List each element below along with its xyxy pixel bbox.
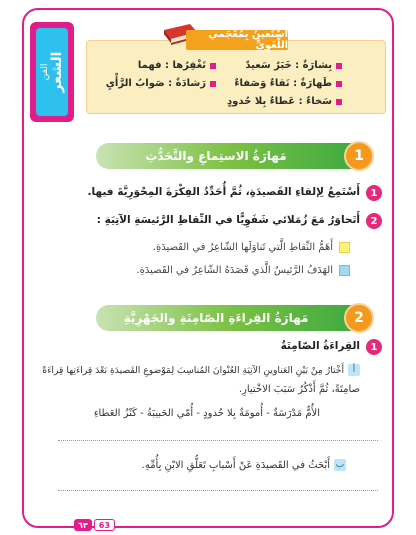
- vocab-item: [106, 78, 216, 89]
- discussion-point-text: أَهَمُّ النِّقاطِ الَّتي تَناوَلَها الشّاعِرُ في القَصيدَةِ.: [152, 242, 333, 253]
- section-title: مَهارَةُ القِراءَةِ الصّامِتَةِ والجَهْرِيَّةِ: [123, 311, 309, 325]
- discussion-point: [137, 265, 351, 276]
- page-number-arabic: ٦٣: [74, 519, 92, 531]
- task-b: [142, 459, 346, 471]
- answer-line: [58, 490, 378, 491]
- question-number: 1: [366, 339, 382, 355]
- vocab-item-text: طَهارَةٌ : نَقاءٌ وَصَفاءٌ: [234, 78, 332, 89]
- vocab-item-text: رَشادَةٌ : صَوابُ الرَّأْيِ: [105, 78, 206, 89]
- discussion-point: [153, 242, 350, 253]
- discussion-point-text: الهَدَفُ الرَّئيسُ الَّذي قَصَدَهُ الشّاعِرُ في القَصيدَةِ.: [136, 265, 333, 276]
- vocab-item-text: بِشارَةٌ : خَبَرٌ سَعيدٌ: [245, 60, 332, 71]
- task-a-line2: صامِتَةً، ثُمَّ أَذْكُرُ سَبَبَ الاخْتيارِ.: [238, 384, 360, 395]
- unit-tab-inner: [36, 28, 68, 116]
- yellow-square-icon: [339, 242, 350, 253]
- unit-tab-line2: الشعر: [48, 51, 65, 93]
- question-number: 1: [366, 185, 382, 201]
- section-number-badge: 1: [344, 141, 374, 171]
- section-number-badge: 2: [344, 303, 374, 333]
- question-number: 2: [366, 213, 382, 229]
- vocab-item: [234, 78, 342, 89]
- vocab-item-text: سَخاءٌ : عَطاءٌ بِلا حُدودٍ: [227, 96, 332, 107]
- unit-tab: [30, 22, 74, 122]
- unit-tab-line1: الفن: [39, 63, 50, 81]
- question-text: أَسْتَمِعُ لِإلقاءِ القَصيدَةِ، ثُمَّ أُحَدِّدُ الفِكْرَةَ المِحْوَرِيَّةَ فيها.: [87, 186, 360, 198]
- unit-tab-text: [36, 28, 68, 116]
- vocab-item-text: تَغْفِرُها : فهما: [137, 60, 206, 71]
- letter-badge: أ: [348, 364, 360, 376]
- letter-badge: ب: [335, 460, 345, 470]
- question-text: أَتَحاوَرُ مَعَ زُمَلائي شَفَوِيًّا في النِّقاطِ الرَّئيسَةِ الآتِيَةِ :: [96, 214, 360, 226]
- title-options: الأُمُّ مَدْرَسَةٌ - أُمومَةٌ بِلا حُدودٍ - أُمّي الحَبيبَةُ - كَنْزُ العَطاءِ: [93, 408, 320, 419]
- bullet-icon: [210, 63, 216, 69]
- bullet-icon: [336, 63, 342, 69]
- bullet-icon: [210, 81, 216, 87]
- vocab-item: [245, 60, 342, 71]
- page-number-latin: 63: [94, 519, 115, 531]
- question-text: القِراءَةُ الصّامِتَةُ: [280, 340, 360, 352]
- page-number: [74, 519, 115, 531]
- task-a: [42, 364, 360, 376]
- section-title: مَهارَةُ الاستِماعِ والتَّحَدُّثِ: [145, 149, 287, 163]
- bullet-icon: [336, 81, 342, 87]
- section-banner-reading: [96, 305, 366, 331]
- task-a-line1: أَخْتارُ مِنْ بَيْنِ العَناوينِ الآتِيَةِ العُنْوانَ المُناسِبَ لِمَوْضوعِ القَصيدَةِ بَعْدَ قِراءَتِها قِراءَةً: [42, 364, 344, 376]
- vocabulary-header: أَسْتَعينُ بِمُعْجَمي اللُّغَوِيِّ: [186, 30, 288, 50]
- vocab-item: [227, 96, 342, 107]
- bullet-icon: [336, 99, 342, 105]
- blue-square-icon: [339, 265, 350, 276]
- section-banner-listening: [96, 143, 366, 169]
- vocab-item: [138, 60, 216, 71]
- task-b-text: أَبْحَثُ في القَصيدَةِ عَنْ أَسْبابِ تَعَلُّقِ الابْنِ بِأُمِّهِ.: [141, 459, 330, 471]
- answer-line: [58, 440, 378, 441]
